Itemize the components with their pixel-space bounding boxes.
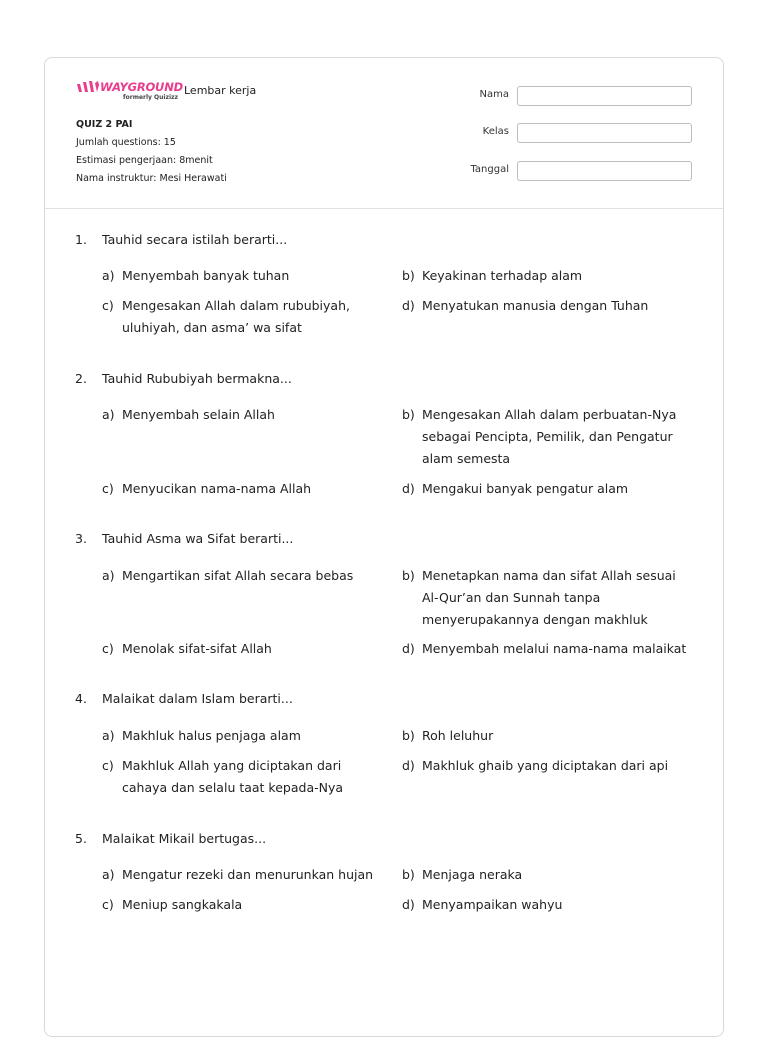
option-text: Mengartikan sifat Allah secara bebas [122, 568, 354, 583]
option-text: Menetapkan nama dan sifat Allah sesuai Al-Qur’an dan Sunnah tanpa menyerupakannya dengan makhluk [422, 568, 676, 627]
option-letter: b) [402, 268, 415, 283]
option-text: Mengesakan Allah dalam rububiyah, uluhiyah, dan asma’ wa sifat [122, 298, 350, 335]
option-text: Menyembah selain Allah [122, 407, 275, 422]
option-text: Mengatur rezeki dan menurunkan hujan [122, 867, 374, 882]
question-count: Jumlah questions: 15 [76, 137, 176, 148]
option-letter: c) [102, 298, 114, 313]
brand-logo [77, 80, 183, 104]
brand-name: WAYGROUND [100, 80, 183, 94]
worksheet-label: Lembar kerja [184, 84, 257, 97]
option-letter: c) [102, 897, 114, 912]
option-letter: d) [402, 298, 415, 313]
question-number: 5. [75, 831, 87, 846]
worksheet-header [45, 58, 723, 209]
option-letter: c) [102, 758, 114, 773]
option-letter: a) [102, 407, 115, 422]
question-text: Tauhid secara istilah berarti... [102, 232, 288, 247]
option-letter: d) [402, 758, 415, 773]
question-number: 2. [75, 371, 87, 386]
question-number: 4. [75, 691, 87, 706]
question-number: 3. [75, 531, 87, 546]
quiz-title: QUIZ 2 PAI [76, 119, 133, 130]
date-field[interactable] [517, 161, 692, 181]
question-text: Malaikat dalam Islam berarti... [102, 691, 293, 706]
quiz-meta [76, 116, 227, 188]
class-field[interactable] [517, 123, 692, 143]
class-label: Kelas [482, 126, 509, 137]
option-text: Roh leluhur [422, 728, 494, 743]
option-text: Menyucikan nama-nama Allah [122, 481, 312, 496]
option-letter: d) [402, 641, 415, 656]
option-letter: a) [102, 268, 115, 283]
option-letter: a) [102, 728, 115, 743]
option-text: Menyatukan manusia dengan Tuhan [422, 298, 649, 313]
option-letter: b) [402, 568, 415, 583]
option-letter: c) [102, 481, 114, 496]
option-letter: d) [402, 897, 415, 912]
option-text: Menjaga neraka [422, 867, 523, 882]
option-text: Menyembah banyak tuhan [122, 268, 290, 283]
brand-mark-icon [77, 81, 99, 93]
name-label: Nama [479, 89, 509, 100]
option-letter: a) [102, 867, 115, 882]
question-number: 1. [75, 232, 87, 247]
option-letter: b) [402, 407, 415, 422]
brand-subtitle: formerly Quizizz [123, 94, 178, 101]
option-letter: d) [402, 481, 415, 496]
question-text: Tauhid Asma wa Sifat berarti... [102, 531, 294, 546]
option-text: Makhluk ghaib yang diciptakan dari api [422, 758, 669, 773]
option-text: Menyembah melalui nama-nama malaikat [422, 641, 687, 656]
option-text: Makhluk halus penjaga alam [122, 728, 301, 743]
question-text: Tauhid Rububiyah bermakna... [102, 371, 292, 386]
option-letter: c) [102, 641, 114, 656]
option-text: Keyakinan terhadap alam [422, 268, 583, 283]
option-letter: a) [102, 568, 115, 583]
option-text: Menolak sifat-sifat Allah [122, 641, 272, 656]
option-letter: b) [402, 728, 415, 743]
name-field[interactable] [517, 86, 692, 106]
date-label: Tanggal [470, 164, 509, 175]
worksheet-page [44, 57, 724, 1037]
option-text: Makhluk Allah yang diciptakan dari cahaya dan selalu taat kepada-Nya [122, 758, 344, 795]
question-text: Malaikat Mikail bertugas... [102, 831, 267, 846]
option-text: Menyampaikan wahyu [422, 897, 563, 912]
option-text: Mengakui banyak pengatur alam [422, 481, 629, 496]
option-letter: b) [402, 867, 415, 882]
option-text: Meniup sangkakala [122, 897, 243, 912]
instructor-name: Nama instruktur: Mesi Herawati [76, 173, 227, 184]
time-estimate: Estimasi pengerjaan: 8menit [76, 155, 213, 166]
option-text: Mengesakan Allah dalam perbuatan-Nya sebagai Pencipta, Pemilik, dan Pengatur alam semesta [422, 407, 677, 466]
